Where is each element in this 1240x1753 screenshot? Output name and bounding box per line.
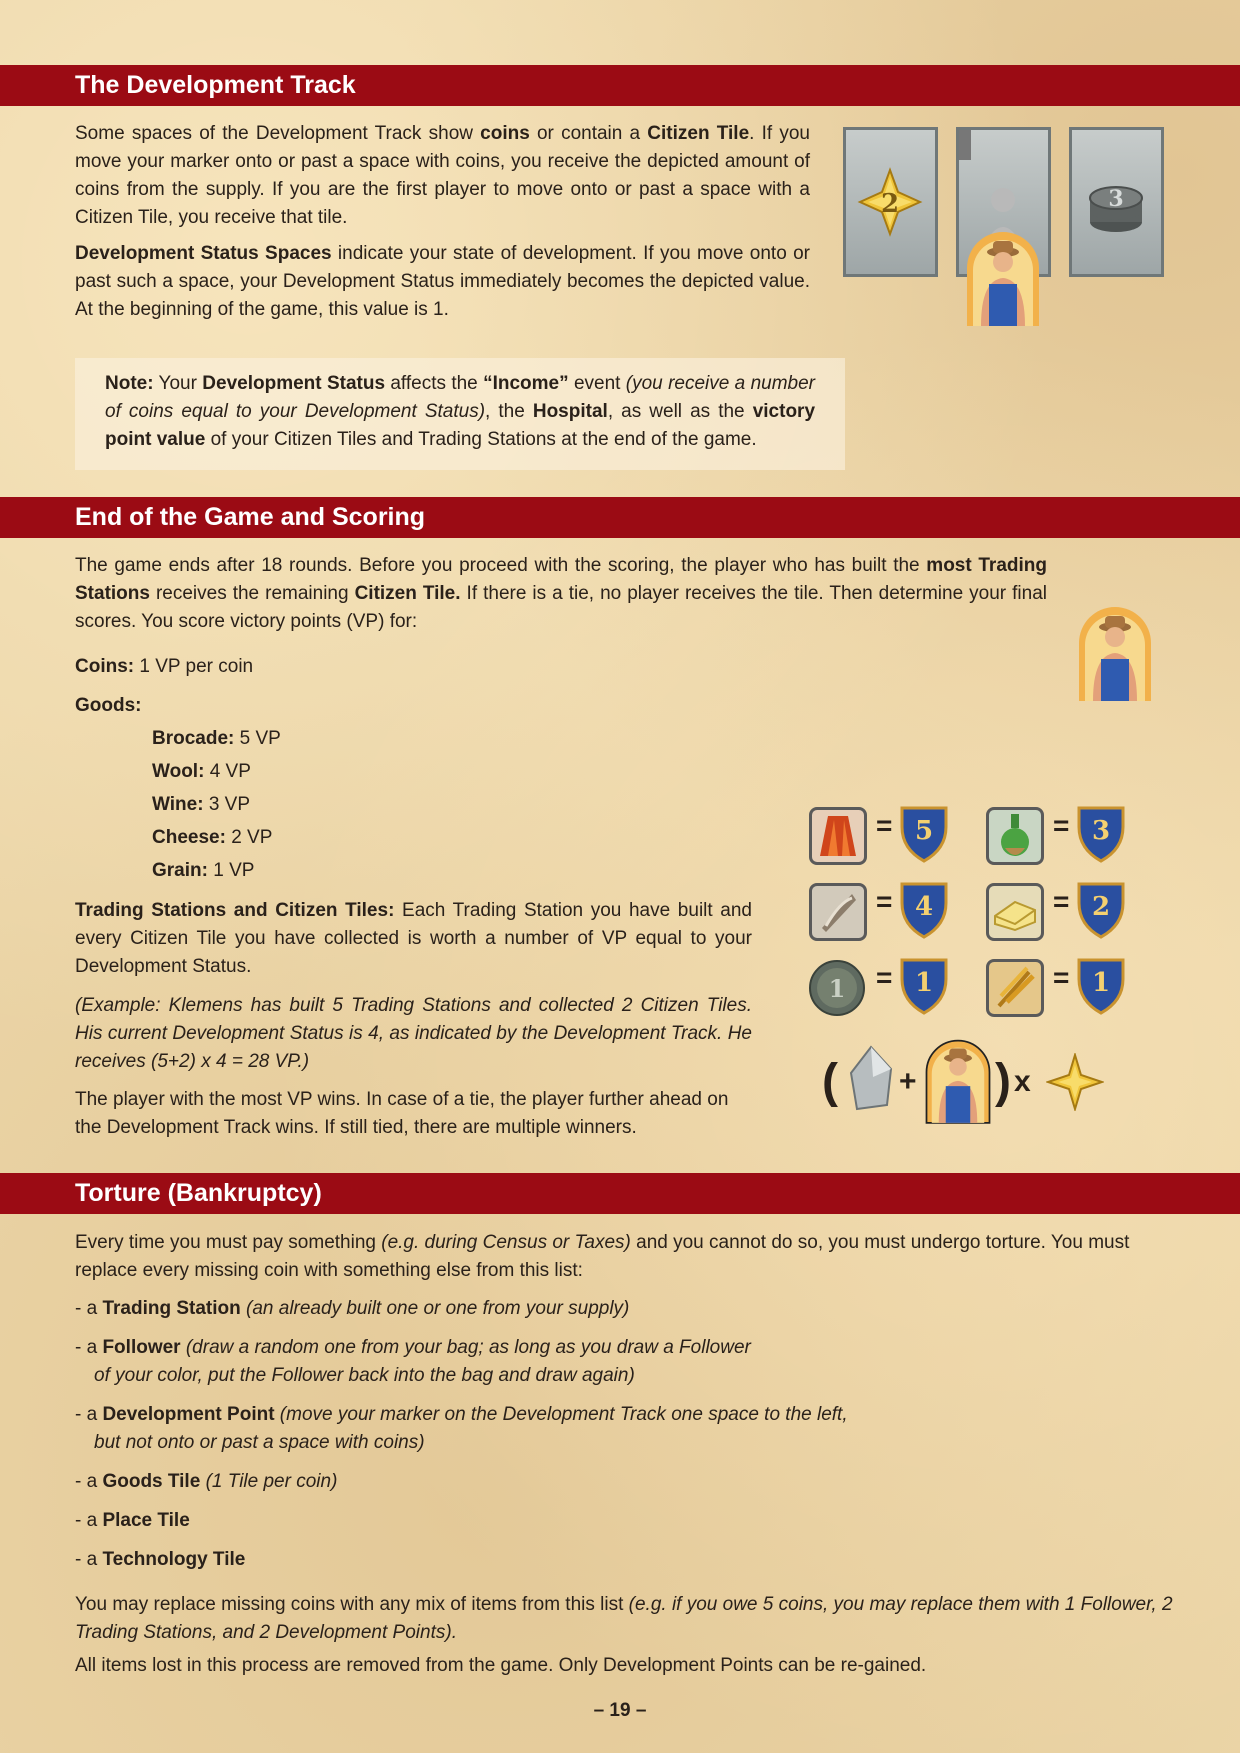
svg-text:1: 1 (828, 974, 846, 1003)
goods-item-brocade: Brocade: 5 VP (152, 728, 281, 749)
goods-item-wool: Wool: 4 VP (152, 761, 251, 782)
torture-list-item: - a Trading Station (an already built one or one from your supply) (75, 1298, 630, 1319)
equals-sign: = (1053, 810, 1070, 841)
development-paragraph-2: Development Status Spaces indicate your state of development. If you move onto or past such a space, your Development Status immediately becomes the depicted value. At the beginning of the game, this value is 1. (75, 243, 811, 320)
brocade-icon (809, 807, 867, 865)
note-box (75, 358, 845, 470)
equals-sign: = (1053, 886, 1070, 917)
development-paragraph-1: Some spaces of the Development Track show coins or contain a Citizen Tile. If you move your marker onto or past a space with coins, you receive the depicted amount of coins from the supply. If you are the first player to move onto or past a space with a Citizen Tile, you receive that tile. (75, 123, 810, 228)
vp-shield-icon (899, 881, 949, 939)
section-banner-torture (0, 1173, 1240, 1214)
torture-list-item: - a Place Tile (75, 1510, 190, 1531)
goods-item-cheese: Cheese: 2 VP (152, 827, 273, 848)
scoring-winner-paragraph: The player with the most VP wins. In case of a tie, the player further ahead on the Development Track wins. If still tied, there are multiple winners. (75, 1089, 729, 1138)
formula-plus: + (899, 1065, 917, 1098)
scoring-stations-paragraph: Trading Stations and Citizen Tiles: Each Trading Station you have built and every Citizen Tile you have collected is worth a number of VP equal to your Development Status. (75, 900, 752, 977)
torture-paragraph-3: All items lost in this process are removed from the game. Only Development Points can be re-gained. (75, 1655, 927, 1676)
wine-icon (986, 807, 1044, 865)
cheese-icon (986, 883, 1044, 941)
section-banner-development (0, 65, 1240, 106)
page-number: – 19 – (593, 1700, 647, 1721)
citizen-tile-icon (963, 228, 1043, 326)
trading-station-icon (843, 1043, 899, 1113)
section-title-torture: Torture (Bankruptcy) (75, 1179, 322, 1207)
vp-shield-icon (1076, 805, 1126, 863)
equals-sign: = (876, 962, 893, 993)
torture-list-item: - a Technology Tile (75, 1549, 246, 1570)
equals-sign: = (876, 886, 893, 917)
svg-text:4: 4 (914, 892, 934, 922)
development-status-star-icon (1046, 1053, 1104, 1111)
scoring-paragraph-1: The game ends after 18 rounds. Before you proceed with the scoring, the player who has built the most Trading Stations receives the remaining Citizen Tile. If there is a tie, no player receives the tile. Then determine your final scores. You score victory points (VP) for: (75, 555, 1047, 632)
vp-shield-icon (899, 957, 949, 1015)
formula-times: x (1014, 1065, 1031, 1098)
svg-text:5: 5 (914, 816, 934, 846)
torture-list-item: - a Follower (draw a random one from your bag; as long as you draw a Follower of your color, put the Follower back into the bag and draw again) (75, 1337, 751, 1386)
vp-shield-icon (899, 805, 949, 863)
svg-text:1: 1 (914, 968, 934, 998)
track-space-coins (1069, 127, 1164, 277)
section-title-scoring: End of the Game and Scoring (75, 503, 426, 531)
scoring-coins: Coins: 1 VP per coin (75, 656, 254, 677)
formula-close-paren: ) (995, 1055, 1011, 1108)
torture-paragraph-1: Every time you must pay something (e.g. during Census or Taxes) and you cannot do so, you must undergo torture. You must replace every missing coin with something else from this list: (75, 1232, 1130, 1281)
torture-list-item: - a Development Point (move your marker on the Development Track one space to the left, but not onto or past a space with coins) (75, 1404, 848, 1453)
equals-sign: = (1053, 962, 1070, 993)
formula-open-paren: ( (822, 1055, 838, 1108)
scoring-example: (Example: Klemens has built 5 Trading Stations and collected 2 Citizen Tiles. His current Development Status is 4, as indicated by the Development Track. He receives (5+2) x 4 = 28 VP.) (75, 995, 752, 1072)
coin-icon (808, 959, 866, 1017)
track-space-status (843, 127, 938, 277)
equals-sign: = (876, 810, 893, 841)
section-banner-scoring (0, 497, 1240, 538)
note-text: Note: Your Development Status affects the “Income” event (you receive a number of coins equal to your Development Status), the Hospital, as well as the victory point value of your Citizen Tiles and Trading Stations at the end of the game. (105, 373, 816, 450)
svg-text:3: 3 (1091, 816, 1111, 846)
torture-list-item: - a Goods Tile (1 Tile per coin) (75, 1471, 338, 1492)
torture-paragraph-2: You may replace missing coins with any mix of items from this list (e.g. if you owe 5 coins, you may replace them with 1 Follower, 2 Trading Stations, and 2 Development Points). (75, 1594, 1173, 1643)
wool-icon (809, 883, 867, 941)
svg-text:1: 1 (1091, 968, 1111, 998)
svg-text:2: 2 (1091, 892, 1111, 922)
scoring-goods-label: Goods: (75, 695, 142, 716)
track-coin-value: 3 (1108, 186, 1124, 212)
vp-shield-icon (1076, 881, 1126, 939)
track-status-value: 2 (880, 189, 900, 219)
vp-shield-icon (1076, 957, 1126, 1015)
citizen-tile-icon-formula (923, 1036, 993, 1124)
goods-item-grain: Grain: 1 VP (152, 860, 255, 881)
citizen-tile-icon-scoring (1075, 603, 1155, 701)
grain-icon (986, 959, 1044, 1017)
section-title-development: The Development Track (75, 71, 356, 99)
goods-item-wine: Wine: 3 VP (152, 794, 251, 815)
